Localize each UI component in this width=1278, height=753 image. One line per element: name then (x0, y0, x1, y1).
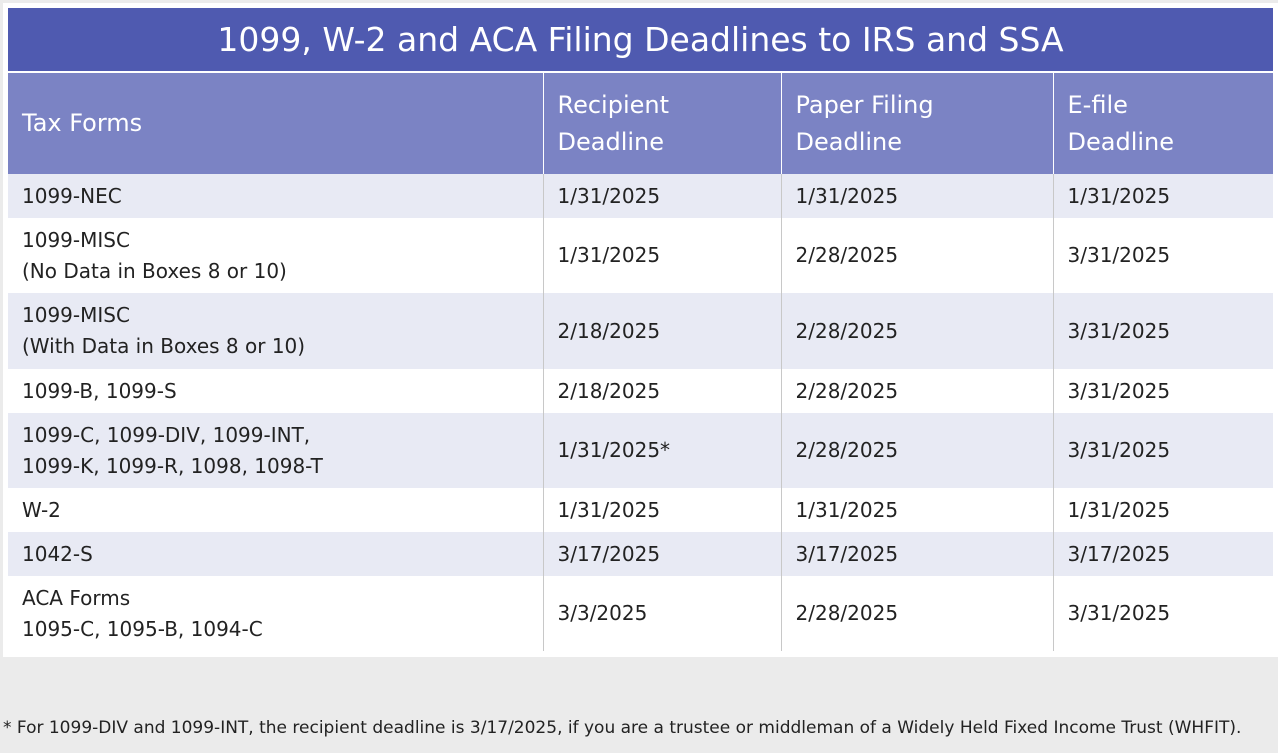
recipient-cell: 3/17/2025 (543, 532, 781, 576)
form-cell: 1099-NEC (8, 174, 543, 218)
efile-cell: 3/31/2025 (1053, 218, 1273, 293)
efile-cell: 3/31/2025 (1053, 293, 1273, 369)
form-cell: 1042-S (8, 532, 543, 576)
paper-cell: 2/28/2025 (781, 218, 1053, 293)
efile-cell: 3/17/2025 (1053, 532, 1273, 576)
paper-cell: 2/28/2025 (781, 413, 1053, 488)
paper-cell: 1/31/2025 (781, 488, 1053, 532)
table-title: 1099, W-2 and ACA Filing Deadlines to IRS and SSA (8, 8, 1273, 71)
recipient-cell: 1/31/2025 (543, 174, 781, 218)
header-recipient-deadline: Recipient Deadline (543, 73, 781, 174)
header-efile-deadline: E-file Deadline (1053, 73, 1273, 174)
efile-cell: 3/31/2025 (1053, 413, 1273, 488)
header-tax-forms: Tax Forms (8, 73, 543, 174)
recipient-cell: 2/18/2025 (543, 369, 781, 413)
header-row (8, 73, 1273, 174)
form-cell: 1099-B, 1099-S (8, 369, 543, 413)
table-row (8, 369, 1273, 413)
table-row (8, 488, 1273, 532)
recipient-cell: 3/3/2025 (543, 576, 781, 651)
recipient-cell: 1/31/2025 (543, 218, 781, 293)
efile-cell: 3/31/2025 (1053, 369, 1273, 413)
table-row (8, 413, 1273, 488)
table-row (8, 576, 1273, 651)
paper-cell: 2/28/2025 (781, 369, 1053, 413)
table-row (8, 174, 1273, 218)
paper-cell: 2/28/2025 (781, 576, 1053, 651)
efile-cell: 3/31/2025 (1053, 576, 1273, 651)
form-cell: 1099-C, 1099-DIV, 1099-INT, 1099-K, 1099-R, 1098, 1098-T (8, 413, 543, 488)
header-paper-filing-deadline: Paper Filing Deadline (781, 73, 1053, 174)
paper-cell: 1/31/2025 (781, 174, 1053, 218)
form-cell: 1099-MISC (No Data in Boxes 8 or 10) (8, 218, 543, 293)
efile-cell: 1/31/2025 (1053, 488, 1273, 532)
form-cell: W-2 (8, 488, 543, 532)
deadlines-table (8, 73, 1273, 651)
table-row (8, 532, 1273, 576)
table-row (8, 293, 1273, 369)
form-cell: ACA Forms 1095-C, 1095-B, 1094-C (8, 576, 543, 651)
recipient-cell: 1/31/2025 (543, 488, 781, 532)
paper-cell: 3/17/2025 (781, 532, 1053, 576)
recipient-cell: 2/18/2025 (543, 293, 781, 369)
paper-cell: 2/28/2025 (781, 293, 1053, 369)
efile-cell: 1/31/2025 (1053, 174, 1273, 218)
footnote: * For 1099-DIV and 1099-INT, the recipient deadline is 3/17/2025, if you are a trustee or middleman of a Widely Held Fixed Income Trust (WHFIT). (3, 718, 1242, 738)
table-row (8, 218, 1273, 293)
form-cell: 1099-MISC (With Data in Boxes 8 or 10) (8, 293, 543, 369)
recipient-cell: 1/31/2025* (543, 413, 781, 488)
